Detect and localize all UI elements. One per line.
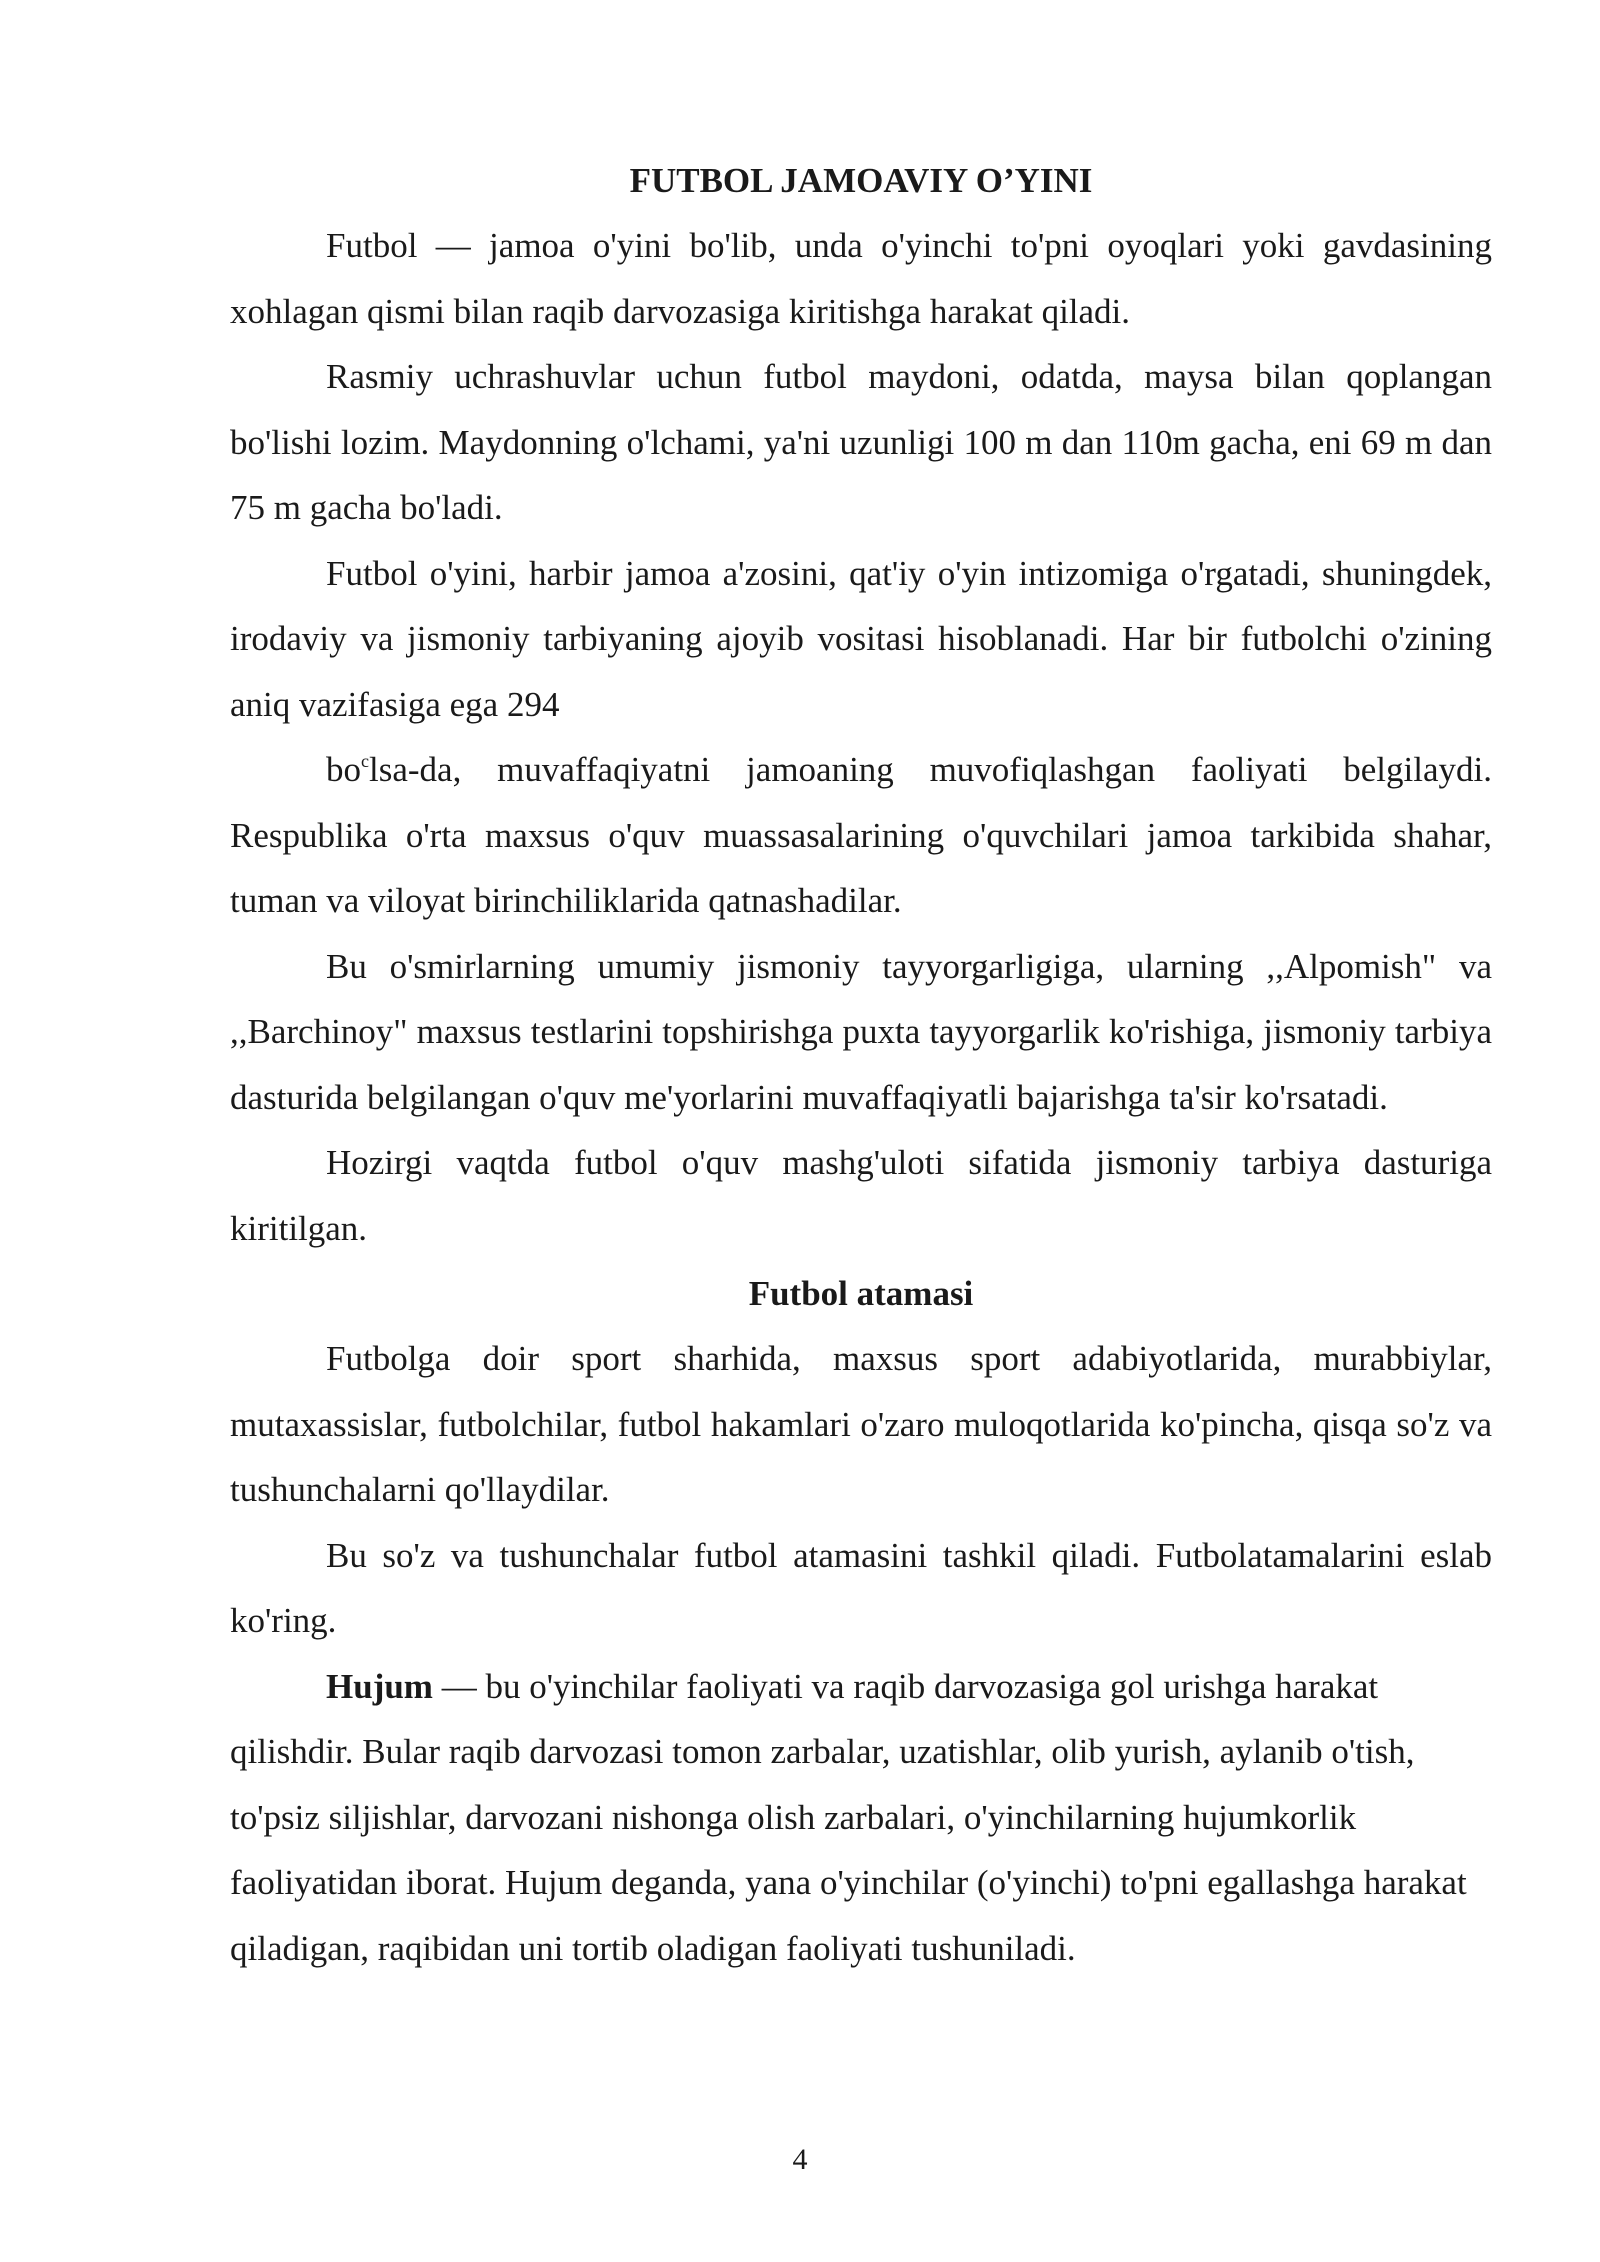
paragraph-hujum: [230, 1654, 1492, 1982]
paragraph-field-size: Rasmiy uchrashuvlar uchun futbol maydoni, odatda, maysa bilan qoplangan bo'lishi lozim. Maydonning o'lchami, ya'ni uzunligi 100 m dan 110m gacha, eni 69 m dan 75 m gacha bo'ladi.: [230, 357, 1492, 527]
document-body: [230, 148, 1492, 1981]
hujum-definition: — bu o'yinchilar faoliyati va raqib darvozasiga gol urishga harakat qilishdir. Bular raqib darvozasi tomon zarbalar, uzatishlar, olib yurish, aylanib o'tish, to'psiz siljishlar, darvozani nishonga olish zarbalari, o'yinchilarning hujumkorlik faoliyatidan iborat. Hujum deganda, yana o'yinchilar (o'yinchi) to'pni egallashga harakat qiladigan, raqibidan uni tortib oladigan faoliyati tushuniladi.: [230, 1666, 1467, 1968]
paragraph-curriculum: Hozirgi vaqtda futbol o'quv mashg'uloti sifatida jismoniy tarbiya dasturiga kiritilgan.: [230, 1143, 1492, 1248]
page-number: 4: [792, 2143, 808, 2176]
paragraph-discipline: Futbol o'yini, harbir jamoa a'zosini, qat'iy o'yin intizomiga o'rgatadi, shuningdek, irodaviy va jismoniy tarbiyaning ajoyib vositasi hisoblanadi. Har bir futbolchi o'zining aniq vazifasiga ega 294: [230, 553, 1492, 724]
paragraph-terms-intro: Bu so'z va tushunchalar futbol atamasini tashkil qiladi. Futbolatamalarini eslab ko'ring.: [230, 1535, 1492, 1640]
paragraph-tests: Bu o'smirlarning umumiy jismoniy tayyorgarligiga, ularning ,,Alpomish" va ,,Barchinoy" maxsus testlarini topshirishga puxta tayyorgarlik ko'rishiga, jismoniy tarbiya dasturida belgilangan o'quv me'yorlarini muvaffaqiyatli bajarishga ta'sir ko'rsatadi.: [230, 946, 1492, 1117]
term-hujum: Hujum: [326, 1666, 433, 1706]
document-title: FUTBOL JAMOAVIY O’YINI: [629, 161, 1093, 200]
paragraph-teamwork-rest: lsa-da, muvaffaqiyatni jamoaning muvofiqlashgan faoliyati belgilaydi. Respublika o'rta maxsus o'quv muassasalarining o'quvchilari jamoa tarkibida shahar, tuman va viloyat birinchiliklarida qatnashadilar.: [230, 750, 1492, 920]
paragraph-teamwork-superscript: c: [361, 751, 369, 771]
section-subtitle: Futbol atamasi: [748, 1274, 974, 1313]
paragraph-definition: Futbol — jamoa o'yini bo'lib, unda o'yinchi to'pni oyoqlari yoki gavdasining xohlagan qismi bilan raqib darvozasiga kiritishga harakat qiladi.: [230, 226, 1492, 331]
paragraph-teamwork: [230, 737, 1492, 934]
paragraph-teamwork-start: bo: [326, 750, 361, 789]
paragraph-terminology: Futbolga doir sport sharhida, maxsus sport adabiyotlarida, murabbiylar, mutaxassislar, futbolchilar, futbol hakamlari o'zaro muloqotlarida ko'pincha, qisqa so'z va tushunchalarni qo'llaydilar.: [230, 1339, 1492, 1509]
